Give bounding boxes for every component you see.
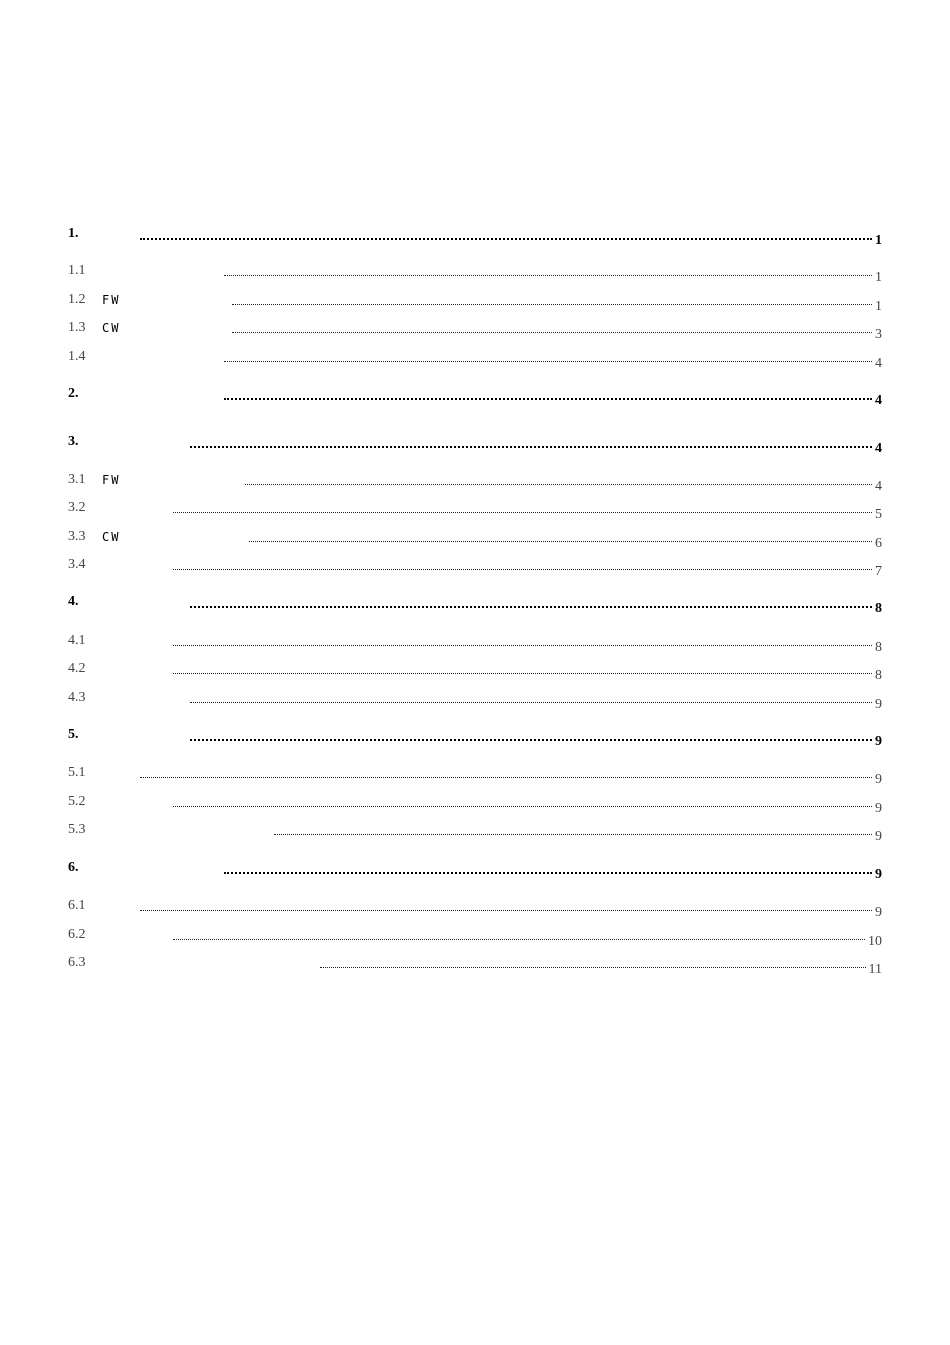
toc-page-number: 8: [875, 668, 882, 679]
toc-leader: [224, 347, 882, 367]
toc-leader: [173, 792, 882, 812]
toc-leader: [173, 659, 882, 679]
dot-leader: [140, 763, 874, 783]
toc-entry-number: 3.2: [68, 500, 86, 515]
toc-leader: [173, 498, 882, 518]
toc-entry-tag: FW: [102, 473, 121, 487]
toc-page-number: 1: [875, 270, 882, 281]
dot-leader: [232, 318, 874, 338]
toc-leader: [320, 953, 882, 973]
toc-entry[interactable]: [68, 318, 882, 338]
toc-entry-number: 5.1: [68, 765, 86, 780]
dot-leader: [190, 725, 874, 745]
toc-entry-number: 2.: [68, 386, 79, 401]
toc-page-number: 9: [875, 697, 882, 708]
toc-entry-number: 3.4: [68, 557, 86, 572]
toc-page-number: 4: [875, 441, 882, 452]
toc-page-number: 7: [875, 564, 882, 575]
toc-leader: [232, 318, 882, 338]
toc-entry-tag: CW: [102, 530, 121, 544]
toc-leader: [245, 470, 882, 490]
toc-entry[interactable]: [68, 858, 882, 878]
toc-entry-number: 1.3: [68, 320, 86, 335]
toc-leader: [173, 925, 882, 945]
toc-entry[interactable]: [68, 953, 882, 973]
dot-leader: [173, 925, 867, 945]
dot-leader: [190, 688, 874, 708]
toc-entry[interactable]: [68, 725, 882, 745]
toc-entry[interactable]: [68, 384, 882, 404]
toc-entry-tag: CW: [102, 321, 121, 335]
toc-page-number: 9: [875, 829, 882, 840]
toc-entry[interactable]: [68, 347, 882, 367]
toc-entry-tag: FW: [102, 293, 121, 307]
toc-page-number: 3: [875, 327, 882, 338]
dot-leader: [140, 224, 874, 244]
toc-entry[interactable]: [68, 688, 882, 708]
toc-page-number: 9: [875, 905, 882, 916]
toc-entry-number: 1.2: [68, 292, 86, 307]
toc-leader: [274, 820, 882, 840]
toc-entry-number: 4.3: [68, 690, 86, 705]
toc-entry-number: 6.2: [68, 927, 86, 942]
toc-entry[interactable]: [68, 527, 882, 547]
toc-entry-number: 6.: [68, 860, 79, 875]
toc-page-number: 9: [875, 772, 882, 783]
toc-leader: [224, 261, 882, 281]
toc-entry[interactable]: [68, 820, 882, 840]
dot-leader: [224, 261, 874, 281]
toc-entry-number: 3.3: [68, 529, 86, 544]
toc-page-number: 5: [875, 507, 882, 518]
toc-page-number: 4: [875, 356, 882, 367]
dot-leader: [173, 792, 874, 812]
toc-page-number: 4: [875, 479, 882, 490]
toc-leader: [232, 290, 882, 310]
dot-leader: [274, 820, 874, 840]
toc-page-number: 8: [875, 640, 882, 651]
toc-entry[interactable]: [68, 896, 882, 916]
toc-leader: [249, 527, 882, 547]
toc-entry-number: 4.: [68, 594, 79, 609]
toc-leader: [140, 896, 882, 916]
dot-leader: [224, 384, 874, 404]
toc-page-number: 9: [875, 867, 882, 878]
toc-entry[interactable]: [68, 261, 882, 281]
toc-entry[interactable]: [68, 659, 882, 679]
toc-entry-number: 1.4: [68, 349, 86, 364]
toc-entry-number: 1.: [68, 226, 79, 241]
toc-page-number: 4: [875, 393, 882, 404]
toc-leader: [224, 384, 882, 404]
dot-leader: [320, 953, 868, 973]
toc-entry[interactable]: [68, 925, 882, 945]
toc-entry-number: 1.1: [68, 263, 86, 278]
toc-leader: [140, 224, 882, 244]
toc-entry[interactable]: [68, 631, 882, 651]
dot-leader: [224, 347, 874, 367]
toc-entry[interactable]: [68, 470, 882, 490]
toc-leader: [190, 432, 882, 452]
toc-entry[interactable]: [68, 792, 882, 812]
toc-entry-number: 6.3: [68, 955, 86, 970]
toc-page-number: 6: [875, 536, 882, 547]
toc-page-number: 10: [868, 934, 882, 945]
toc-entry-number: 3.1: [68, 472, 86, 487]
toc-entry-number: 5.3: [68, 822, 86, 837]
toc-page-number: 9: [875, 801, 882, 812]
toc-entry[interactable]: [68, 290, 882, 310]
toc-entry-number: 6.1: [68, 898, 86, 913]
toc-entry-number: 5.: [68, 727, 79, 742]
toc-page-number: 9: [875, 734, 882, 745]
toc-leader: [224, 858, 882, 878]
toc-page-number: 8: [875, 601, 882, 612]
dot-leader: [173, 555, 874, 575]
toc-page-number: 1: [875, 233, 882, 244]
toc-leader: [190, 725, 882, 745]
toc-page-number: 11: [868, 962, 882, 973]
toc-entry-number: 4.1: [68, 633, 86, 648]
toc-page-number: 1: [875, 299, 882, 310]
dot-leader: [245, 470, 874, 490]
toc-entry-number: 5.2: [68, 794, 86, 809]
dot-leader: [224, 858, 874, 878]
dot-leader: [140, 896, 874, 916]
dot-leader: [173, 631, 874, 651]
toc-leader: [140, 763, 882, 783]
toc-entry[interactable]: [68, 763, 882, 783]
toc-entry[interactable]: [68, 498, 882, 518]
toc-leader: [190, 592, 882, 612]
dot-leader: [190, 592, 874, 612]
toc-entry-number: 3.: [68, 434, 79, 449]
toc-entry-number: 4.2: [68, 661, 86, 676]
toc-leader: [173, 555, 882, 575]
dot-leader: [232, 290, 874, 310]
toc-leader: [190, 688, 882, 708]
toc-entry[interactable]: [68, 432, 882, 452]
toc-entry[interactable]: [68, 224, 882, 244]
toc-entry[interactable]: [68, 592, 882, 612]
dot-leader: [190, 432, 874, 452]
toc-entry[interactable]: [68, 555, 882, 575]
dot-leader: [173, 659, 874, 679]
dot-leader: [173, 498, 874, 518]
toc-leader: [173, 631, 882, 651]
dot-leader: [249, 527, 874, 547]
